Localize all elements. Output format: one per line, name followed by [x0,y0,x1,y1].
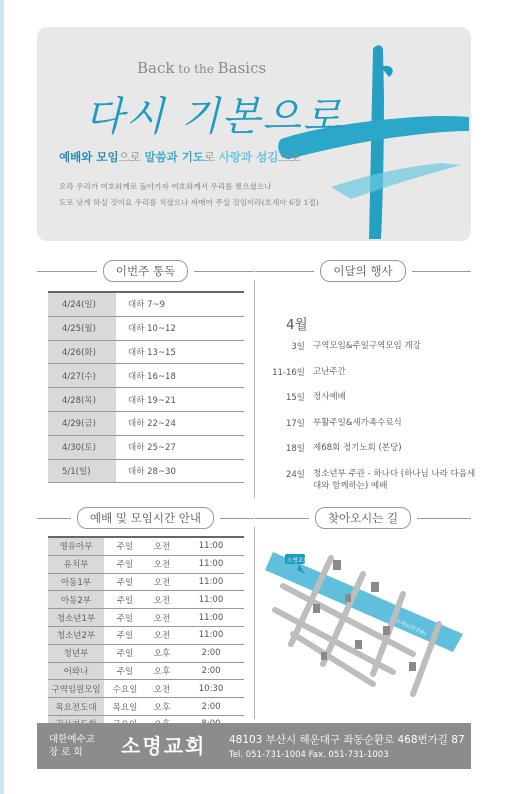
events-list [255,340,480,505]
left-edge-stripe [0,0,4,794]
reading-range: 대하 13~15 [128,347,176,358]
event-item [255,366,480,378]
worship-time: 11:00 [198,576,224,587]
worship-row [48,645,244,663]
reading-row [48,293,244,317]
event-item [255,417,480,429]
event-text: 청소년부 주관 - 하나다 (하나님 나라 다음세대와 함께하는) 예배 [313,468,476,491]
worship-ampm: 오전 [153,560,171,571]
banner-verse: 오라 우리가 여호와께로 돌아가자 여호와께서 우리를 찢으셨으나 도로 낫게 하실 것이요 우리를 치셨으나 싸매어 주실 것임이라(호세아 6장 1절) [59,182,319,207]
event-text: 제68회 정기노회 (본당) [313,443,402,453]
worship-ampm: 오전 [153,613,171,624]
events-month: 4월 [286,317,308,333]
worship-day: 주일 [116,577,134,588]
worship-name: 유치부 [48,556,104,573]
worship-time: 11:00 [198,630,224,641]
footer-phone: Tel. 051-731-1004 Fax. 051-731-1003 [229,750,389,760]
worship-time: 2:00 [201,701,221,712]
event-date: 17일 [285,418,305,429]
reading-row [48,436,244,460]
reading-date: 4/24(일) [48,293,116,316]
reading-range: 대하 28~30 [128,466,176,477]
reading-range: 대하 16~18 [128,371,176,382]
worship-time: 2:00 [201,665,221,676]
reading-row [48,364,244,388]
worship-day: 주일 [116,560,134,571]
worship-row [48,680,244,698]
banner-english-title: Back to the Basics [137,59,267,77]
column-divider-bottom [254,527,255,719]
worship-row [48,591,244,609]
worship-name: 청소년2부 [48,627,104,644]
reading-table [48,291,244,483]
events-heading: 이달의 행사 [255,261,471,281]
worship-ampm: 오후 [153,702,171,713]
footer-denomination: 대한예수교 장 로 회 [49,734,95,758]
reading-row [48,460,244,484]
map-heading: 찾아오시는 길 [255,508,471,528]
event-text: 고난주간 [313,366,346,377]
worship-table [48,536,244,734]
worship-name: 청년부 [48,645,104,662]
reading-heading: 이번주 통독 [37,261,254,281]
event-date: 15일 [285,393,305,403]
worship-heading: 예배 및 모임시간 안내 [37,508,254,528]
worship-row [48,609,244,627]
worship-ampm: 오후 [153,666,171,677]
worship-time: 11:00 [198,594,224,605]
worship-row [48,556,244,574]
event-text: 부활주일&새가족수료식 [313,417,402,428]
road-label: 해운대로(부전동) [390,616,428,638]
reading-date: 4/26(화) [48,341,116,364]
reading-range: 대하 10~12 [128,324,176,335]
reading-row [48,412,244,436]
worship-row [48,627,244,645]
footer [37,723,471,769]
reading-range: 대하 25~27 [128,443,176,454]
event-date: 18일 [285,444,305,454]
reading-row [48,388,244,412]
worship-name: 청소년1부 [48,609,104,626]
reading-date: 4/27(수) [48,364,116,387]
banner-subtitle: 예배와 모임으로 말씀과 기도로 사랑과 섬김으로 [59,150,301,164]
reading-range: 대하 22~24 [128,419,176,430]
worship-ampm: 오전 [153,595,171,606]
worship-day: 주일 [116,649,134,660]
worship-ampm: 오후 [153,649,171,660]
event-text: 구역모임&주일구역모임 개강 [313,341,421,351]
worship-time: 2:00 [201,648,221,659]
event-item [255,442,480,454]
worship-row [48,538,244,556]
theme-banner [37,27,471,241]
worship-day: 주일 [116,595,134,606]
footer-address: 48103 부산시 해운대구 좌동순환로 468번가길 87 [229,734,465,746]
worship-row [48,663,244,681]
reading-date: 5/1(일) [48,460,116,483]
reading-date: 4/29(금) [48,412,116,435]
worship-day: 주일 [116,542,134,553]
worship-name: 아동2부 [48,591,104,608]
banner-title: 다시 기본으로 [85,94,344,140]
worship-ampm: 오전 [153,684,171,695]
worship-day: 목요일 [112,702,138,713]
reading-date: 4/25(월) [48,317,116,340]
event-date: 11-16일 [272,367,305,378]
worship-name: 목요전도대 [48,698,104,715]
reading-date: 4/30(토) [48,436,116,459]
event-date: 3일 [291,342,305,352]
worship-day: 주일 [116,613,134,624]
worship-day: 주일 [116,631,134,642]
worship-time: 11:00 [198,612,224,623]
worship-name: 어와나 [48,663,104,680]
worship-time: 11:00 [198,559,224,570]
event-text: 정사예배 [313,392,346,402]
worship-row [48,698,244,716]
worship-ampm: 오전 [153,631,171,642]
event-date: 24일 [285,469,305,480]
worship-row [48,574,244,592]
reading-date: 4/28(목) [48,388,116,411]
worship-time: 11:00 [198,541,224,552]
event-item [255,391,480,403]
reading-row [48,317,244,341]
worship-name: 영유아부 [48,538,104,555]
worship-time: 10:30 [198,683,224,694]
worship-day: 주일 [116,666,134,677]
worship-name: 구역임원모임 [48,680,104,697]
reading-range: 대하 19~21 [128,395,176,406]
svg-text:소명교회: 소명교회 [287,558,309,564]
worship-ampm: 오전 [153,577,171,588]
worship-name: 아동1부 [48,574,104,591]
reading-range: 대하 7~9 [128,300,166,311]
worship-ampm: 오전 [153,542,171,553]
footer-church-name: 소명교회 [121,734,207,758]
reading-row [48,341,244,365]
event-item [255,340,480,352]
worship-day: 수요일 [112,684,138,695]
directions-map [263,534,473,714]
event-item [255,468,480,492]
